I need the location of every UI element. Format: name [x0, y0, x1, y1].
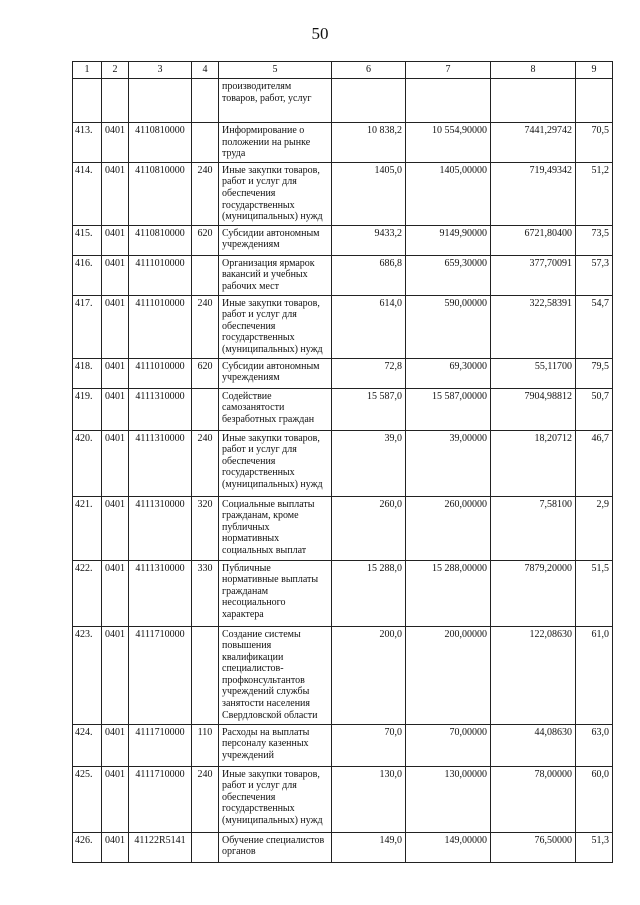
expense-type — [192, 79, 219, 123]
item-name: Иные закупки товаров, работ и услуг для обеспечения государственных (муниципальных) нужд — [219, 430, 332, 496]
item-name: Информирование о положении на рынке труда — [219, 123, 332, 163]
table-row — [73, 724, 613, 766]
target-code: 4111710000 — [129, 766, 192, 832]
value-col8: 76,50000 — [491, 832, 576, 862]
value-col7: 130,00000 — [406, 766, 491, 832]
value-col9: 50,7 — [576, 388, 613, 430]
item-name: Иные закупки товаров, работ и услуг для обеспечения государственных (муниципальных) нужд — [219, 162, 332, 225]
column-header: 5 — [219, 62, 332, 79]
section-code: 0401 — [102, 225, 129, 255]
table-row — [73, 255, 613, 295]
value-col9: 79,5 — [576, 358, 613, 388]
value-col6: 149,0 — [332, 832, 406, 862]
column-header: 9 — [576, 62, 613, 79]
row-number: 418. — [73, 358, 102, 388]
expense-type: 240 — [192, 162, 219, 225]
value-col7: 15 288,00000 — [406, 560, 491, 626]
value-col7 — [406, 79, 491, 123]
value-col9: 73,5 — [576, 225, 613, 255]
row-number: 417. — [73, 295, 102, 358]
value-col7: 69,30000 — [406, 358, 491, 388]
row-number: 414. — [73, 162, 102, 225]
value-col8: 44,08630 — [491, 724, 576, 766]
item-name: Субсидии автономным учреждениям — [219, 225, 332, 255]
value-col8: 7904,98812 — [491, 388, 576, 430]
page-number: 50 — [311, 24, 329, 43]
row-number — [73, 79, 102, 123]
column-header: 2 — [102, 62, 129, 79]
value-col9: 2,9 — [576, 496, 613, 560]
section-code: 0401 — [102, 832, 129, 862]
value-col7: 39,00000 — [406, 430, 491, 496]
column-header: 6 — [332, 62, 406, 79]
target-code: 4111310000 — [129, 388, 192, 430]
value-col8: 7879,20000 — [491, 560, 576, 626]
item-name: Содействие самозанятости безработных граждан — [219, 388, 332, 430]
value-col6: 15 587,0 — [332, 388, 406, 430]
target-code: 4110810000 — [129, 225, 192, 255]
value-col8: 377,70091 — [491, 255, 576, 295]
item-name: Субсидии автономным учреждениям — [219, 358, 332, 388]
value-col8: 7,58100 — [491, 496, 576, 560]
table-row — [73, 832, 613, 862]
row-number: 422. — [73, 560, 102, 626]
row-number: 419. — [73, 388, 102, 430]
section-code: 0401 — [102, 123, 129, 163]
target-code: 4111310000 — [129, 430, 192, 496]
expense-type — [192, 388, 219, 430]
value-col6: 10 838,2 — [332, 123, 406, 163]
expense-type: 320 — [192, 496, 219, 560]
column-header: 8 — [491, 62, 576, 79]
value-col8: 6721,80400 — [491, 225, 576, 255]
row-number: 415. — [73, 225, 102, 255]
row-number: 416. — [73, 255, 102, 295]
value-col8 — [491, 79, 576, 123]
table-row — [73, 496, 613, 560]
table-row — [73, 123, 613, 163]
value-col7: 70,00000 — [406, 724, 491, 766]
target-code — [129, 79, 192, 123]
table-row — [73, 430, 613, 496]
value-col7: 1405,00000 — [406, 162, 491, 225]
expense-type: 240 — [192, 430, 219, 496]
row-number: 413. — [73, 123, 102, 163]
column-header: 3 — [129, 62, 192, 79]
column-header: 7 — [406, 62, 491, 79]
value-col9: 51,3 — [576, 832, 613, 862]
section-code — [102, 79, 129, 123]
expense-type — [192, 123, 219, 163]
expense-type: 330 — [192, 560, 219, 626]
section-code: 0401 — [102, 560, 129, 626]
value-col9 — [576, 79, 613, 123]
row-number: 420. — [73, 430, 102, 496]
value-col7: 9149,90000 — [406, 225, 491, 255]
item-name: Расходы на выплаты персоналу казенных учреждений — [219, 724, 332, 766]
target-code: 4111310000 — [129, 496, 192, 560]
value-col8: 78,00000 — [491, 766, 576, 832]
section-code: 0401 — [102, 388, 129, 430]
section-code: 0401 — [102, 626, 129, 724]
target-code: 41122R5141 — [129, 832, 192, 862]
value-col9: 54,7 — [576, 295, 613, 358]
value-col9: 63,0 — [576, 724, 613, 766]
table-row — [73, 79, 613, 123]
expense-type: 620 — [192, 358, 219, 388]
value-col8: 7441,29742 — [491, 123, 576, 163]
value-col6 — [332, 79, 406, 123]
target-code: 4111010000 — [129, 255, 192, 295]
value-col8: 322,58391 — [491, 295, 576, 358]
target-code: 4110810000 — [129, 123, 192, 163]
table-row — [73, 162, 613, 225]
row-number: 421. — [73, 496, 102, 560]
section-code: 0401 — [102, 766, 129, 832]
item-name: Социальные выплаты гражданам, кроме публичных нормативных социальных выплат — [219, 496, 332, 560]
value-col6: 614,0 — [332, 295, 406, 358]
section-code: 0401 — [102, 430, 129, 496]
table-row — [73, 225, 613, 255]
table-row — [73, 295, 613, 358]
expense-type: 240 — [192, 766, 219, 832]
expense-type: 110 — [192, 724, 219, 766]
column-header: 4 — [192, 62, 219, 79]
value-col6: 686,8 — [332, 255, 406, 295]
value-col6: 70,0 — [332, 724, 406, 766]
value-col7: 590,00000 — [406, 295, 491, 358]
item-name: Создание системы повышения квалификации специалистов-профконсультантов учреждений службы занятости населения Свердловской области — [219, 626, 332, 724]
value-col9: 61,0 — [576, 626, 613, 724]
value-col7: 659,30000 — [406, 255, 491, 295]
target-code: 4111310000 — [129, 560, 192, 626]
table-row — [73, 560, 613, 626]
expense-type: 240 — [192, 295, 219, 358]
table-row — [73, 766, 613, 832]
target-code: 4111710000 — [129, 724, 192, 766]
section-code: 0401 — [102, 162, 129, 225]
section-code: 0401 — [102, 255, 129, 295]
section-code: 0401 — [102, 496, 129, 560]
row-number: 426. — [73, 832, 102, 862]
expense-type — [192, 255, 219, 295]
expense-type — [192, 626, 219, 724]
item-name: Обучение специалистов органов — [219, 832, 332, 862]
value-col6: 1405,0 — [332, 162, 406, 225]
value-col6: 9433,2 — [332, 225, 406, 255]
value-col9: 51,5 — [576, 560, 613, 626]
value-col8: 55,11700 — [491, 358, 576, 388]
item-name: Организация ярмарок вакансий и учебных рабочих мест — [219, 255, 332, 295]
target-code: 4111010000 — [129, 295, 192, 358]
value-col7: 149,00000 — [406, 832, 491, 862]
item-name: Иные закупки товаров, работ и услуг для обеспечения государственных (муниципальных) нужд — [219, 295, 332, 358]
value-col9: 51,2 — [576, 162, 613, 225]
expense-type: 620 — [192, 225, 219, 255]
row-number: 425. — [73, 766, 102, 832]
target-code: 4111010000 — [129, 358, 192, 388]
value-col6: 260,0 — [332, 496, 406, 560]
item-name: Иные закупки товаров, работ и услуг для обеспечения государственных (муниципальных) нужд — [219, 766, 332, 832]
value-col8: 719,49342 — [491, 162, 576, 225]
section-code: 0401 — [102, 724, 129, 766]
table-row — [73, 626, 613, 724]
value-col6: 39,0 — [332, 430, 406, 496]
value-col7: 15 587,00000 — [406, 388, 491, 430]
value-col8: 122,08630 — [491, 626, 576, 724]
value-col7: 200,00000 — [406, 626, 491, 724]
value-col6: 130,0 — [332, 766, 406, 832]
value-col6: 15 288,0 — [332, 560, 406, 626]
value-col6: 72,8 — [332, 358, 406, 388]
item-name: производителям товаров, работ, услуг — [219, 79, 332, 123]
table-row — [73, 388, 613, 430]
section-code: 0401 — [102, 295, 129, 358]
target-code: 4110810000 — [129, 162, 192, 225]
item-name: Публичные нормативные выплаты гражданам несоциального характера — [219, 560, 332, 626]
table-row — [73, 358, 613, 388]
value-col7: 260,00000 — [406, 496, 491, 560]
value-col9: 70,5 — [576, 123, 613, 163]
row-number: 424. — [73, 724, 102, 766]
value-col8: 18,20712 — [491, 430, 576, 496]
value-col7: 10 554,90000 — [406, 123, 491, 163]
header-row — [73, 62, 613, 79]
row-number: 423. — [73, 626, 102, 724]
value-col9: 57,3 — [576, 255, 613, 295]
value-col9: 60,0 — [576, 766, 613, 832]
value-col9: 46,7 — [576, 430, 613, 496]
budget-table — [72, 61, 613, 863]
target-code: 4111710000 — [129, 626, 192, 724]
value-col6: 200,0 — [332, 626, 406, 724]
expense-type — [192, 832, 219, 862]
column-header: 1 — [73, 62, 102, 79]
section-code: 0401 — [102, 358, 129, 388]
